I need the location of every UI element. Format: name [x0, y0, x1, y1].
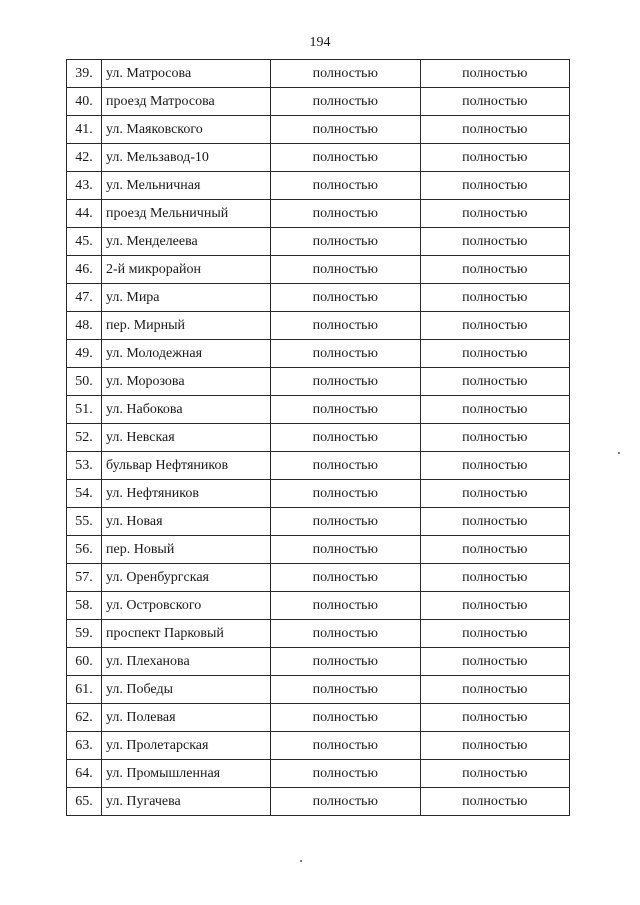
table-row — [67, 508, 570, 536]
status-cell: полностью — [271, 592, 421, 620]
table-row — [67, 116, 570, 144]
status-cell: полностью — [271, 284, 421, 312]
status-cell: полностью — [420, 200, 570, 228]
status-cell: полностью — [271, 732, 421, 760]
row-number: 56. — [67, 536, 102, 564]
status-cell: полностью — [271, 228, 421, 256]
status-cell: полностью — [271, 452, 421, 480]
table-row — [67, 732, 570, 760]
table-row — [67, 200, 570, 228]
status-cell: полностью — [420, 116, 570, 144]
table-row — [67, 284, 570, 312]
status-cell: полностью — [271, 564, 421, 592]
table-row — [67, 144, 570, 172]
table-row — [67, 228, 570, 256]
status-cell: полностью — [420, 424, 570, 452]
scan-speck — [300, 860, 302, 862]
status-cell: полностью — [271, 396, 421, 424]
table-row — [67, 424, 570, 452]
status-cell: полностью — [271, 676, 421, 704]
street-name: ул. Морозова — [102, 368, 271, 396]
status-cell: полностью — [271, 424, 421, 452]
row-number: 65. — [67, 788, 102, 816]
row-number: 52. — [67, 424, 102, 452]
street-name: ул. Пугачева — [102, 788, 271, 816]
row-number: 46. — [67, 256, 102, 284]
status-cell: полностью — [271, 648, 421, 676]
row-number: 50. — [67, 368, 102, 396]
street-name: проезд Матросова — [102, 88, 271, 116]
street-name: ул. Набокова — [102, 396, 271, 424]
street-name: ул. Новая — [102, 508, 271, 536]
row-number: 61. — [67, 676, 102, 704]
table-row — [67, 648, 570, 676]
row-number: 63. — [67, 732, 102, 760]
row-number: 51. — [67, 396, 102, 424]
row-number: 54. — [67, 480, 102, 508]
row-number: 49. — [67, 340, 102, 368]
street-name: ул. Невская — [102, 424, 271, 452]
status-cell: полностью — [271, 480, 421, 508]
row-number: 55. — [67, 508, 102, 536]
row-number: 43. — [67, 172, 102, 200]
row-number: 40. — [67, 88, 102, 116]
street-name: ул. Пролетарская — [102, 732, 271, 760]
row-number: 47. — [67, 284, 102, 312]
street-name: ул. Мельничная — [102, 172, 271, 200]
status-cell: полностью — [420, 340, 570, 368]
street-name: ул. Менделеева — [102, 228, 271, 256]
street-name: ул. Оренбургская — [102, 564, 271, 592]
status-cell: полностью — [420, 172, 570, 200]
table-row — [67, 676, 570, 704]
table-row — [67, 60, 570, 88]
table-row — [67, 536, 570, 564]
status-cell: полностью — [271, 620, 421, 648]
street-name: ул. Островского — [102, 592, 271, 620]
row-number: 41. — [67, 116, 102, 144]
status-cell: полностью — [420, 620, 570, 648]
status-cell: полностью — [420, 704, 570, 732]
table-row — [67, 564, 570, 592]
status-cell: полностью — [271, 704, 421, 732]
status-cell: полностью — [420, 508, 570, 536]
table-row — [67, 396, 570, 424]
status-cell: полностью — [420, 788, 570, 816]
status-cell: полностью — [420, 676, 570, 704]
row-number: 39. — [67, 60, 102, 88]
status-cell: полностью — [271, 256, 421, 284]
table-row — [67, 592, 570, 620]
status-cell: полностью — [271, 312, 421, 340]
street-name: ул. Нефтяников — [102, 480, 271, 508]
status-cell: полностью — [271, 88, 421, 116]
street-name: ул. Плеханова — [102, 648, 271, 676]
table-row — [67, 760, 570, 788]
status-cell: полностью — [420, 228, 570, 256]
status-cell: полностью — [271, 60, 421, 88]
status-cell: полностью — [420, 480, 570, 508]
status-cell: полностью — [420, 144, 570, 172]
status-cell: полностью — [420, 396, 570, 424]
status-cell: полностью — [271, 144, 421, 172]
status-cell: полностью — [271, 788, 421, 816]
table-row — [67, 256, 570, 284]
status-cell: полностью — [420, 760, 570, 788]
street-name: ул. Победы — [102, 676, 271, 704]
table-row — [67, 620, 570, 648]
status-cell: полностью — [271, 172, 421, 200]
street-name: проспект Парковый — [102, 620, 271, 648]
status-cell: полностью — [420, 592, 570, 620]
street-name: ул. Маяковского — [102, 116, 271, 144]
row-number: 53. — [67, 452, 102, 480]
status-cell: полностью — [420, 312, 570, 340]
table-row — [67, 172, 570, 200]
status-cell: полностью — [271, 508, 421, 536]
street-name: ул. Полевая — [102, 704, 271, 732]
status-cell: полностью — [420, 536, 570, 564]
street-table — [66, 59, 570, 816]
row-number: 42. — [67, 144, 102, 172]
status-cell: полностью — [420, 284, 570, 312]
street-name: пер. Новый — [102, 536, 271, 564]
table-row — [67, 368, 570, 396]
status-cell: полностью — [420, 564, 570, 592]
status-cell: полностью — [271, 760, 421, 788]
street-name: ул. Матросова — [102, 60, 271, 88]
street-name: ул. Промышленная — [102, 760, 271, 788]
status-cell: полностью — [420, 368, 570, 396]
row-number: 62. — [67, 704, 102, 732]
table-row — [67, 480, 570, 508]
table-row — [67, 312, 570, 340]
status-cell: полностью — [420, 256, 570, 284]
status-cell: полностью — [271, 368, 421, 396]
status-cell: полностью — [271, 200, 421, 228]
table-row — [67, 704, 570, 732]
table-row — [67, 788, 570, 816]
row-number: 44. — [67, 200, 102, 228]
table-row — [67, 452, 570, 480]
status-cell: полностью — [420, 732, 570, 760]
row-number: 59. — [67, 620, 102, 648]
status-cell: полностью — [271, 536, 421, 564]
status-cell: полностью — [420, 88, 570, 116]
status-cell: полностью — [420, 648, 570, 676]
scan-speck — [618, 452, 620, 454]
row-number: 48. — [67, 312, 102, 340]
row-number: 58. — [67, 592, 102, 620]
row-number: 45. — [67, 228, 102, 256]
street-name: ул. Мира — [102, 284, 271, 312]
status-cell: полностью — [420, 60, 570, 88]
status-cell: полностью — [271, 116, 421, 144]
street-name: ул. Молодежная — [102, 340, 271, 368]
table-body — [67, 60, 570, 816]
page-number: 194 — [309, 35, 331, 50]
street-name: проезд Мельничный — [102, 200, 271, 228]
row-number: 64. — [67, 760, 102, 788]
row-number: 60. — [67, 648, 102, 676]
table-row — [67, 340, 570, 368]
table-row — [67, 88, 570, 116]
street-name: ул. Мельзавод-10 — [102, 144, 271, 172]
street-name: бульвар Нефтяников — [102, 452, 271, 480]
row-number: 57. — [67, 564, 102, 592]
street-name: 2-й микрорайон — [102, 256, 271, 284]
status-cell: полностью — [420, 452, 570, 480]
street-name: пер. Мирный — [102, 312, 271, 340]
status-cell: полностью — [271, 340, 421, 368]
